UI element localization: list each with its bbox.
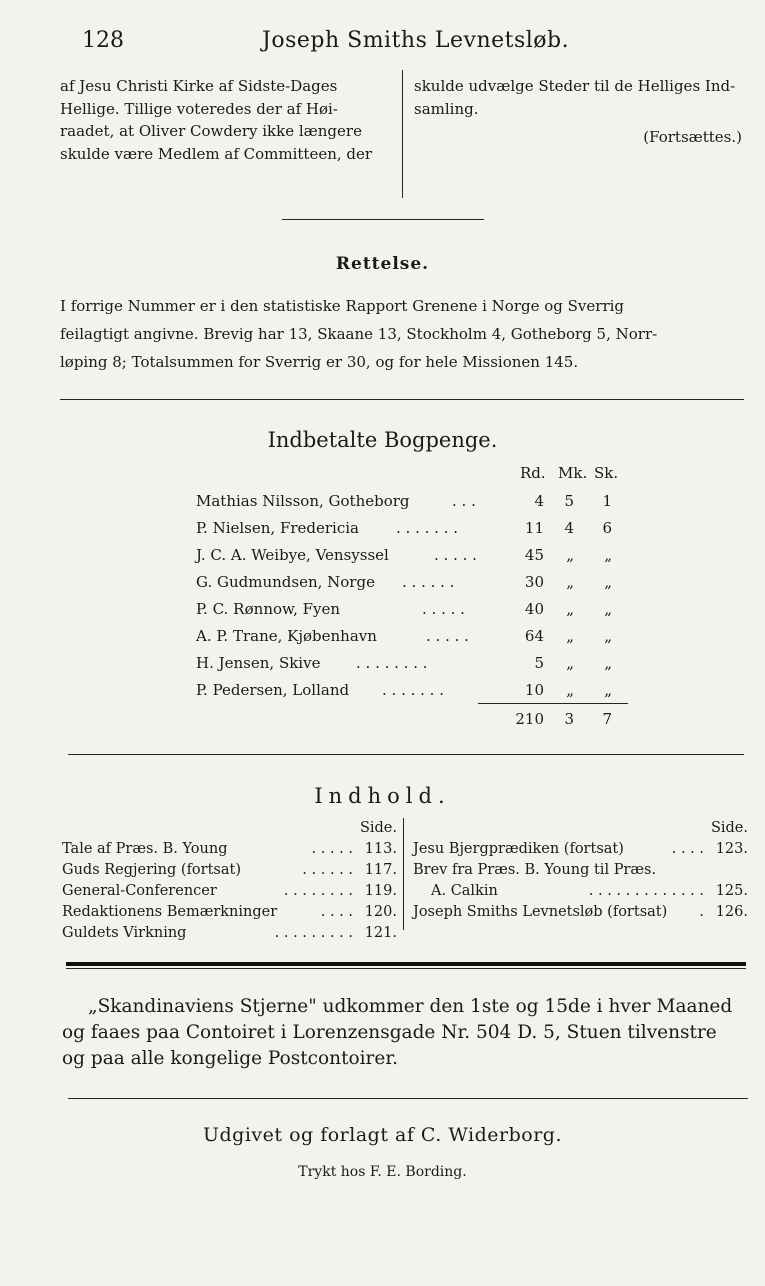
value-mk: „ [566, 627, 574, 645]
value-mk: 4 [564, 519, 574, 537]
leader-dots: . . . . . . [302, 862, 353, 878]
leader-dots: . . . [452, 492, 476, 510]
contents-header [413, 818, 748, 839]
payer-name: P. Nielsen, Fredericia [196, 519, 360, 537]
section-rule [68, 1098, 748, 1099]
short-rule [282, 219, 484, 220]
value-sk: „ [604, 627, 612, 645]
text-line: og faaes paa Contoiret i Lorenzensgade Nr. 504 D. 5, Stuen tilvenstre [62, 1022, 717, 1043]
col-mk: Mk. [558, 464, 588, 482]
value-mk: „ [566, 573, 574, 591]
text-line: og paa alle kongelige Postcontoirer. [62, 1048, 399, 1069]
payments-title: Indbetalte Bogpenge. [267, 428, 498, 452]
subscription-notice [62, 994, 748, 1072]
value-rd: 4 [534, 492, 544, 510]
contents-entry [413, 839, 748, 860]
total-row [196, 706, 626, 733]
text-line: af Jesu Christi Kirke af Sidste-Dages [60, 77, 338, 95]
section-rule [60, 399, 744, 400]
value-mk: 5 [564, 492, 574, 510]
side-label: Side. [359, 820, 397, 836]
entry-page: 123. [715, 841, 748, 857]
thin-rule [66, 968, 746, 969]
value-sk: 1 [602, 492, 612, 510]
table-row [196, 677, 626, 704]
contents-entry [62, 860, 397, 881]
text-line: raadet, at Oliver Cowdery ikke længere [60, 122, 362, 140]
entry-page: 121. [364, 925, 397, 941]
payer-name: A. P. Trane, Kjøbenhavn [196, 627, 377, 645]
leader-dots: . . . . [671, 841, 704, 857]
value-sk: „ [604, 573, 612, 591]
section-rule [68, 754, 744, 755]
value-mk: „ [566, 546, 574, 564]
payer-name: P. C. Rønnow, Fyen [196, 600, 341, 618]
text-line: skulde være Medlem af Committeen, der [60, 144, 373, 163]
entry-title: Joseph Smiths Levnetsløb (fortsat) [413, 904, 668, 920]
article-left-column [60, 75, 395, 165]
page-number: 128 [82, 28, 124, 53]
article-right-column [414, 75, 748, 149]
entry-title: Tale af Præs. B. Young [62, 841, 228, 857]
value-mk: „ [566, 654, 574, 672]
leader-dots: . [699, 904, 704, 920]
text-line: samling. [414, 99, 479, 118]
value-rd: 11 [524, 519, 544, 537]
contents-entry [413, 902, 748, 923]
contents-header [62, 818, 397, 839]
value-sk: „ [604, 681, 612, 699]
contents-entry [413, 860, 748, 881]
payer-name: Mathias Nilsson, Gotheborg [196, 492, 410, 510]
continued-note: (Fortsættes.) [643, 128, 742, 146]
total-sk: 7 [602, 710, 612, 728]
contents-left [62, 818, 397, 944]
entry-title: General-Conferencer [62, 883, 217, 899]
leader-dots: . . . . . [422, 600, 465, 618]
table-row [196, 596, 626, 623]
col-sk: Sk. [594, 464, 619, 482]
contents-divider [403, 818, 404, 930]
leader-dots: . . . . . . . . . [274, 925, 353, 941]
text-line: løping 8; Totalsummen for Sverrig er 30, og for hele Missionen 145. [60, 353, 579, 371]
table-row [196, 623, 626, 650]
col-rd: Rd. [520, 464, 546, 482]
leader-dots: . . . . . . . . . . . . . [588, 883, 704, 899]
total-mk: 3 [564, 710, 574, 728]
contents-entry [62, 902, 397, 923]
publisher-line: Udgivet og forlagt af C. Widerborg. [203, 1124, 562, 1146]
leader-dots: . . . . . [311, 841, 353, 857]
leader-dots: . . . . . . . [396, 519, 458, 537]
entry-page: 126. [715, 904, 748, 920]
contents-entry [62, 881, 397, 902]
thick-rule [66, 962, 746, 966]
column-divider [402, 70, 403, 198]
leader-dots: . . . . . . . . [283, 883, 353, 899]
leader-dots: . . . . . . [402, 573, 455, 591]
value-sk: „ [604, 600, 612, 618]
entry-page: 119. [364, 883, 397, 899]
value-sk: „ [604, 654, 612, 672]
side-label: Side. [710, 820, 748, 836]
value-rd: 30 [524, 573, 544, 591]
value-rd: 10 [524, 681, 544, 699]
leader-dots: . . . . . . . [382, 681, 444, 699]
entry-page: 113. [364, 841, 397, 857]
leader-dots: . . . . . [434, 546, 477, 564]
payer-name: P. Pedersen, Lolland [196, 681, 350, 699]
text-line: I forrige Nummer er i den statistiske Rapport Grenene i Norge og Sverrig [60, 297, 625, 315]
entry-title: Guds Regjering (fortsat) [62, 862, 241, 878]
entry-page: 120. [364, 904, 397, 920]
payer-name: H. Jensen, Skive [196, 654, 321, 672]
payments-header [520, 464, 640, 486]
value-mk: „ [566, 600, 574, 618]
table-row [196, 569, 626, 596]
entry-title: Brev fra Præs. B. Young til Præs. [413, 862, 657, 878]
value-rd: 40 [524, 600, 544, 618]
payer-name: G. Gudmundsen, Norge [196, 573, 375, 591]
table-row [196, 488, 626, 515]
value-rd: 45 [524, 546, 544, 564]
printer-line: Trykt hos F. E. Bording. [298, 1164, 467, 1180]
value-sk: 6 [602, 519, 612, 537]
entry-title: Jesu Bjergprædiken (fortsat) [413, 841, 624, 857]
value-rd: 64 [524, 627, 544, 645]
contents-right [413, 818, 748, 923]
correction-title: Rettelse. [335, 254, 430, 274]
value-mk: „ [566, 681, 574, 699]
entry-page: 125. [715, 883, 748, 899]
text-line: feilagtigt angivne. Brevig har 13, Skaane 13, Stockholm 4, Gotheborg 5, Norr- [60, 325, 658, 343]
table-row [196, 542, 626, 569]
text-line: skulde udvælge Steder til de Helliges Ind- [414, 77, 736, 95]
text-line: „Skandinaviens Stjerne" udkommer den 1ste og 15de i hver Maaned [88, 996, 733, 1017]
running-title: Joseph Smiths Levnetsløb. [262, 28, 570, 53]
value-sk: „ [604, 546, 612, 564]
contents-entry [413, 881, 748, 902]
table-row [196, 650, 626, 677]
leader-dots: . . . . . . . . [356, 654, 428, 672]
payments-table [196, 488, 626, 704]
value-rd: 5 [534, 654, 544, 672]
table-row [196, 515, 626, 542]
total-rule [478, 703, 628, 704]
entry-title: Guldets Virkning [62, 925, 187, 941]
payer-name: J. C. A. Weibye, Vensyssel [196, 546, 389, 564]
entry-page: 117. [364, 862, 397, 878]
entry-title: A. Calkin [431, 883, 498, 899]
contents-entry [62, 839, 397, 860]
correction-text [60, 292, 748, 376]
leader-dots: . . . . . [426, 627, 469, 645]
total-rd: 210 [515, 710, 544, 728]
contents-title: Indhold. [314, 784, 451, 808]
text-line: Hellige. Tillige voteredes der af Høi- [60, 99, 338, 118]
leader-dots: . . . . [320, 904, 353, 920]
entry-title: Redaktionens Bemærkninger [62, 904, 278, 920]
contents-entry [62, 923, 397, 944]
